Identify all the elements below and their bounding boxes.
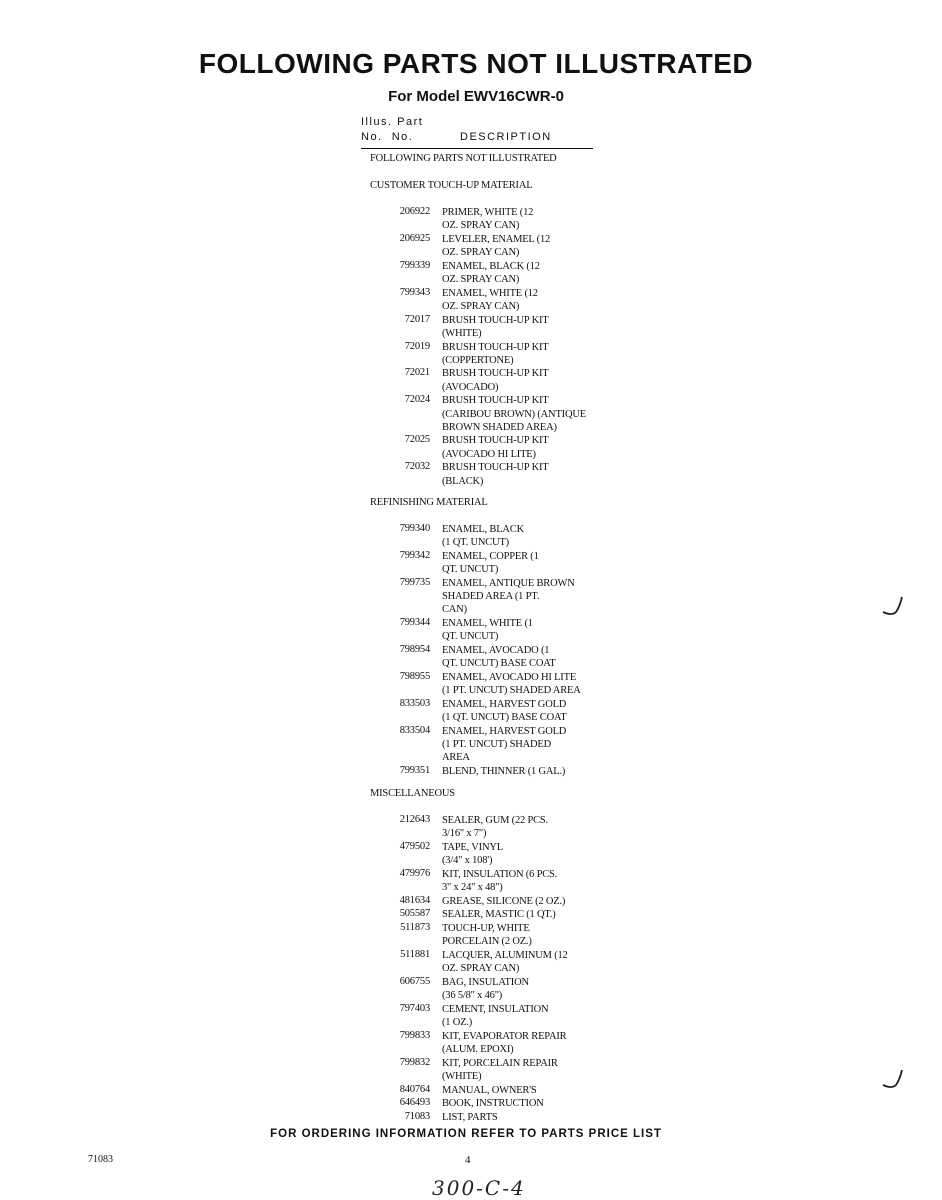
description-line: OZ. SPRAY CAN) bbox=[442, 274, 520, 285]
description-line: QT. UNCUT) bbox=[442, 631, 499, 643]
description-line: ENAMEL, WHITE (1 bbox=[442, 617, 533, 629]
header-description: DESCRIPTION bbox=[460, 131, 552, 143]
part-number: 799735 bbox=[399, 576, 430, 588]
part-number: 797403 bbox=[399, 1002, 430, 1014]
description-line: SEALER, MASTIC (1 QT.) bbox=[442, 909, 556, 921]
part-number: 799832 bbox=[399, 1056, 430, 1068]
part-number: 71083 bbox=[404, 1110, 430, 1122]
description-line: PRIMER, WHITE (12 bbox=[442, 207, 534, 218]
part-description bbox=[442, 644, 556, 670]
description-line: QT. UNCUT) bbox=[442, 564, 499, 576]
description-line: LEVELER, ENAMEL (12 bbox=[442, 233, 551, 245]
description-line: (AVOCADO) bbox=[442, 381, 499, 393]
part-description bbox=[442, 367, 548, 393]
part-description bbox=[442, 461, 548, 487]
description-line: (WHITE) bbox=[442, 327, 482, 339]
part-description bbox=[442, 671, 581, 697]
description-line: BAG, INSULATION bbox=[442, 976, 529, 988]
margin-checkmark bbox=[880, 1065, 910, 1095]
part-description bbox=[442, 233, 550, 259]
description-line: CEMENT, INSULATION bbox=[442, 1003, 549, 1015]
description-line: ENAMEL, AVOCADO (1 bbox=[442, 644, 550, 656]
description-line: GREASE, SILICONE (2 OZ.) bbox=[442, 895, 566, 907]
description-line: (36 5/8" x 46") bbox=[442, 990, 503, 1002]
header-rule bbox=[361, 148, 593, 149]
description-line: (3/4" x 108') bbox=[442, 855, 493, 867]
part-description bbox=[442, 434, 548, 460]
part-number: 646493 bbox=[399, 1097, 430, 1109]
part-description bbox=[442, 1111, 498, 1124]
section-title: CUSTOMER TOUCH-UP MATERIAL bbox=[370, 180, 533, 191]
part-number: 799833 bbox=[399, 1029, 430, 1041]
part-description bbox=[442, 1097, 544, 1110]
description-line: OZ. SPRAY CAN) bbox=[442, 220, 520, 232]
part-description bbox=[442, 814, 548, 840]
description-line: BRUSH TOUCH-UP KIT bbox=[442, 368, 549, 380]
description-line: KIT, INSULATION (6 PCS. bbox=[442, 868, 558, 880]
description-line: BRUSH TOUCH-UP KIT bbox=[442, 462, 549, 474]
description-line: MANUAL, OWNER'S bbox=[442, 1084, 537, 1096]
part-number: 798955 bbox=[399, 670, 430, 682]
description-line: QT. UNCUT) BASE COAT bbox=[442, 658, 556, 669]
page-code: 71083 bbox=[88, 1154, 113, 1165]
description-line: (CARIBOU BROWN) (ANTIQUE bbox=[442, 408, 586, 420]
description-line: BRUSH TOUCH-UP KIT bbox=[442, 341, 549, 353]
description-line: ENAMEL, COPPER (1 bbox=[442, 550, 539, 562]
description-line: LACQUER, ALUMINUM (12 bbox=[442, 950, 568, 961]
part-description bbox=[442, 908, 556, 921]
description-line: KIT, EVAPORATOR REPAIR bbox=[442, 1030, 567, 1042]
description-line: SEALER, GUM (22 PCS. bbox=[442, 815, 548, 826]
description-line: (COPPERTONE) bbox=[442, 354, 514, 366]
part-number: 72019 bbox=[404, 340, 430, 352]
description-line: BROWN SHADED AREA) bbox=[442, 421, 557, 433]
margin-checkmark bbox=[880, 592, 910, 622]
ordering-info-note: FOR ORDERING INFORMATION REFER TO PARTS PRICE LIST bbox=[270, 1128, 662, 1140]
description-line: (1 OZ.) bbox=[442, 1017, 473, 1028]
part-number: 798954 bbox=[399, 643, 430, 655]
part-description bbox=[442, 550, 539, 576]
description-line: ENAMEL, WHITE (12 bbox=[442, 287, 538, 299]
part-description bbox=[442, 341, 548, 367]
description-line: (ALUM. EPOXI) bbox=[442, 1043, 514, 1055]
part-number: 799344 bbox=[399, 616, 430, 628]
part-description bbox=[442, 1057, 558, 1083]
part-number: 72025 bbox=[404, 434, 430, 446]
description-line: OZ. SPRAY CAN) bbox=[442, 963, 520, 975]
description-line: ENAMEL, BLACK bbox=[442, 524, 524, 535]
description-line: (AVOCADO HI LITE) bbox=[442, 448, 536, 460]
part-number: 511873 bbox=[400, 922, 430, 934]
part-description bbox=[442, 868, 557, 894]
part-number: 833504 bbox=[399, 724, 430, 736]
header-illus-part: Illus. Part bbox=[361, 116, 424, 128]
page-title: FOLLOWING PARTS NOT ILLUSTRATED bbox=[198, 48, 754, 79]
part-number: 799339 bbox=[399, 259, 430, 271]
part-description bbox=[442, 922, 532, 948]
description-line: ENAMEL, ANTIQUE BROWN bbox=[442, 577, 575, 589]
description-line: OZ. SPRAY CAN) bbox=[442, 300, 520, 312]
part-description bbox=[442, 725, 566, 765]
part-number: 212643 bbox=[399, 814, 430, 825]
part-number: 206922 bbox=[399, 206, 430, 217]
part-description bbox=[442, 523, 524, 549]
part-description bbox=[442, 1030, 566, 1056]
description-line: (1 QT. UNCUT) BASE COAT bbox=[442, 711, 567, 723]
part-number: 479502 bbox=[399, 840, 430, 852]
part-number: 511881 bbox=[400, 949, 430, 960]
description-line: (1 PT. UNCUT) SHADED AREA bbox=[442, 684, 581, 696]
description-line: LIST, PARTS bbox=[442, 1111, 498, 1123]
description-line: BRUSH TOUCH-UP KIT bbox=[442, 395, 549, 407]
part-number: 799340 bbox=[399, 523, 430, 534]
description-line: TAPE, VINYL bbox=[442, 841, 503, 853]
description-line: (BLACK) bbox=[442, 475, 484, 487]
description-line: ENAMEL, HARVEST GOLD bbox=[442, 725, 567, 737]
description-line: 3/16" x 7") bbox=[442, 828, 487, 840]
part-number: 799342 bbox=[399, 549, 430, 561]
section-title: REFINISHING MATERIAL bbox=[370, 497, 488, 508]
part-number: 72021 bbox=[404, 367, 430, 379]
part-description bbox=[442, 949, 568, 975]
part-description bbox=[442, 287, 538, 313]
section-title: MISCELLANEOUS bbox=[370, 788, 455, 799]
description-line: ENAMEL, BLACK (12 bbox=[442, 260, 540, 272]
part-description bbox=[442, 698, 566, 724]
page-number: 4 bbox=[465, 1154, 471, 1166]
description-line: (1 QT. UNCUT) bbox=[442, 537, 509, 549]
part-number: 606755 bbox=[399, 975, 430, 987]
part-number: 206925 bbox=[399, 232, 430, 244]
part-description bbox=[442, 206, 533, 232]
part-description bbox=[442, 895, 565, 908]
part-description bbox=[442, 314, 548, 340]
part-number: 72024 bbox=[404, 394, 430, 406]
part-description bbox=[442, 976, 529, 1002]
part-number: 72032 bbox=[404, 461, 430, 473]
description-line: BLEND, THINNER (1 GAL.) bbox=[442, 765, 566, 777]
section-heading: FOLLOWING PARTS NOT ILLUSTRATED bbox=[370, 153, 557, 164]
description-line: (WHITE) bbox=[442, 1070, 482, 1082]
part-number: 505587 bbox=[399, 908, 430, 920]
part-description bbox=[442, 394, 586, 434]
model-subtitle: For Model EWV16CWR-0 bbox=[388, 88, 564, 105]
description-line: (1 PT. UNCUT) SHADED bbox=[442, 738, 551, 750]
description-line: BRUSH TOUCH-UP KIT bbox=[442, 435, 549, 447]
description-line: OZ. SPRAY CAN) bbox=[442, 247, 520, 259]
part-description bbox=[442, 765, 565, 778]
description-line: CAN) bbox=[442, 604, 467, 616]
part-number: 840764 bbox=[399, 1083, 430, 1095]
description-line: SHADED AREA (1 PT. bbox=[442, 591, 540, 602]
part-number: 799343 bbox=[399, 286, 430, 298]
description-line: TOUCH-UP, WHITE bbox=[442, 923, 530, 935]
part-description bbox=[442, 841, 503, 867]
part-description bbox=[442, 617, 533, 643]
part-number: 72017 bbox=[404, 313, 430, 325]
part-number: 833503 bbox=[399, 697, 430, 709]
description-line: ENAMEL, AVOCADO HI LITE bbox=[442, 671, 577, 683]
header-no-no: No. No. bbox=[361, 131, 414, 143]
description-line: BRUSH TOUCH-UP KIT bbox=[442, 314, 549, 326]
description-line: ENAMEL, HARVEST GOLD bbox=[442, 698, 567, 710]
part-description bbox=[442, 1084, 537, 1097]
part-number: 481634 bbox=[399, 894, 430, 906]
description-line: KIT, PORCELAIN REPAIR bbox=[442, 1057, 558, 1069]
description-line: BOOK, INSTRUCTION bbox=[442, 1098, 544, 1110]
description-line: AREA bbox=[442, 751, 470, 763]
part-description bbox=[442, 577, 575, 617]
part-number: 799351 bbox=[399, 764, 430, 776]
part-description bbox=[442, 260, 540, 286]
description-line: PORCELAIN (2 OZ.) bbox=[442, 936, 532, 948]
description-line: 3" x 24" x 48") bbox=[442, 882, 503, 893]
part-number: 479976 bbox=[399, 867, 430, 879]
part-description bbox=[442, 1003, 548, 1029]
handwritten-note: 300-C-4 bbox=[432, 1176, 526, 1200]
